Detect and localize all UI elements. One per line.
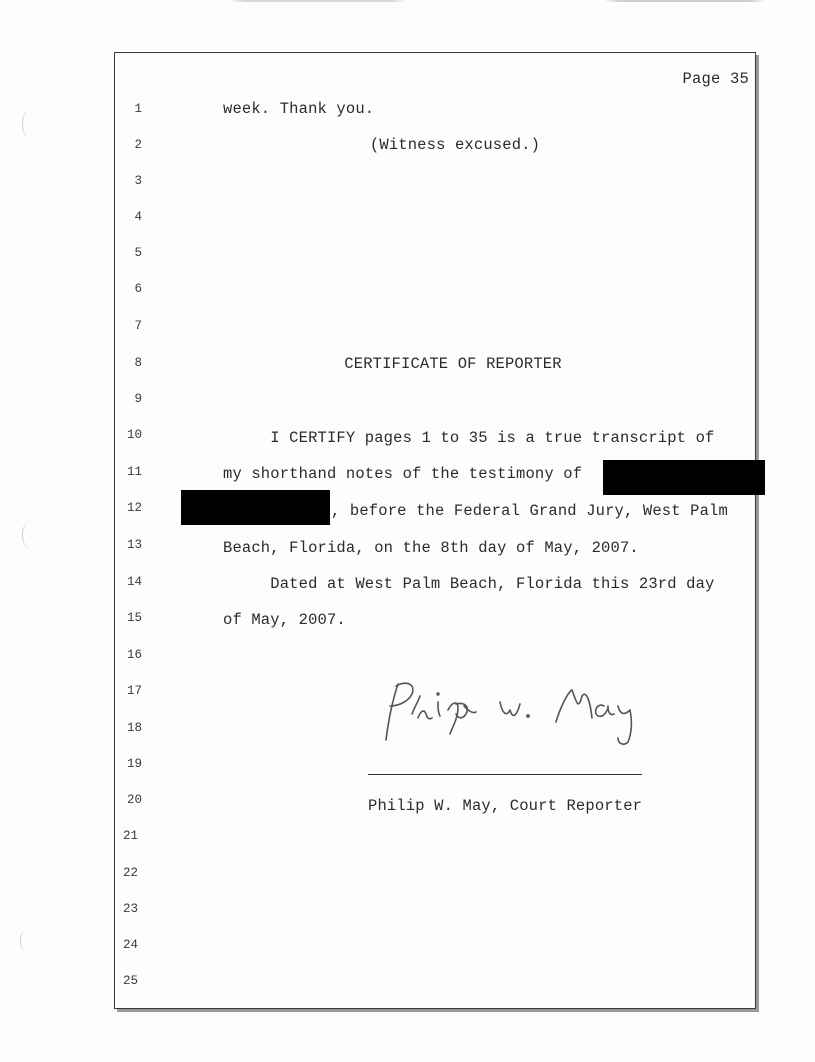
line-number: 21 bbox=[122, 829, 138, 843]
line-number: 6 bbox=[134, 282, 142, 296]
line-number: 23 bbox=[122, 902, 138, 916]
transcript-line-15: of May, 2007. bbox=[223, 611, 346, 629]
transcript-line-10: I CERTIFY pages 1 to 35 is a true transcript of bbox=[223, 429, 715, 447]
certificate-heading: CERTIFICATE OF REPORTER bbox=[344, 355, 562, 373]
line-number: 1 bbox=[134, 102, 142, 116]
line-number: 4 bbox=[134, 210, 142, 224]
line-number: 3 bbox=[134, 174, 142, 188]
transcript-line-14: Dated at West Palm Beach, Florida this 23rd day bbox=[223, 575, 715, 593]
line-number: 2 bbox=[134, 138, 142, 152]
scan-artifact-mark bbox=[22, 522, 37, 548]
redaction-box bbox=[181, 490, 330, 525]
line-number: 19 bbox=[126, 757, 142, 771]
transcript-line-11: my shorthand notes of the testimony of bbox=[223, 465, 583, 483]
line-number: 18 bbox=[126, 721, 142, 735]
page-border bbox=[114, 52, 756, 1009]
line-number: 10 bbox=[126, 428, 142, 442]
transcript-line-12: , before the Federal Grand Jury, West Palm bbox=[331, 502, 728, 520]
line-number: 15 bbox=[126, 611, 142, 625]
handwritten-signature bbox=[372, 672, 672, 756]
reporter-name: Philip W. May, Court Reporter bbox=[368, 797, 643, 815]
line-number: 25 bbox=[122, 974, 138, 988]
transcript-line-2: (Witness excused.) bbox=[369, 136, 541, 154]
line-number: 5 bbox=[134, 246, 142, 260]
line-number: 9 bbox=[134, 392, 142, 406]
line-number: 20 bbox=[126, 793, 142, 807]
line-number: 13 bbox=[126, 538, 142, 552]
line-number: 11 bbox=[126, 465, 142, 479]
transcript-line-1: week. Thank you. bbox=[223, 100, 375, 118]
line-number: 22 bbox=[122, 866, 138, 880]
scan-artifact-mark bbox=[22, 110, 37, 138]
signature-line bbox=[368, 774, 642, 775]
line-number: 12 bbox=[126, 501, 142, 515]
scan-artifact-mark bbox=[20, 930, 33, 952]
line-number: 7 bbox=[134, 319, 142, 333]
redaction-box bbox=[603, 460, 765, 495]
transcript-line-13: Beach, Florida, on the 8th day of May, 2007. bbox=[223, 539, 639, 557]
line-number: 24 bbox=[122, 938, 138, 952]
line-number: 14 bbox=[126, 575, 142, 589]
page-number: Page 35 bbox=[682, 70, 749, 88]
scan-edge bbox=[0, 0, 815, 2]
line-number: 17 bbox=[126, 684, 142, 698]
line-number: 8 bbox=[134, 356, 142, 370]
line-number: 16 bbox=[126, 648, 142, 662]
